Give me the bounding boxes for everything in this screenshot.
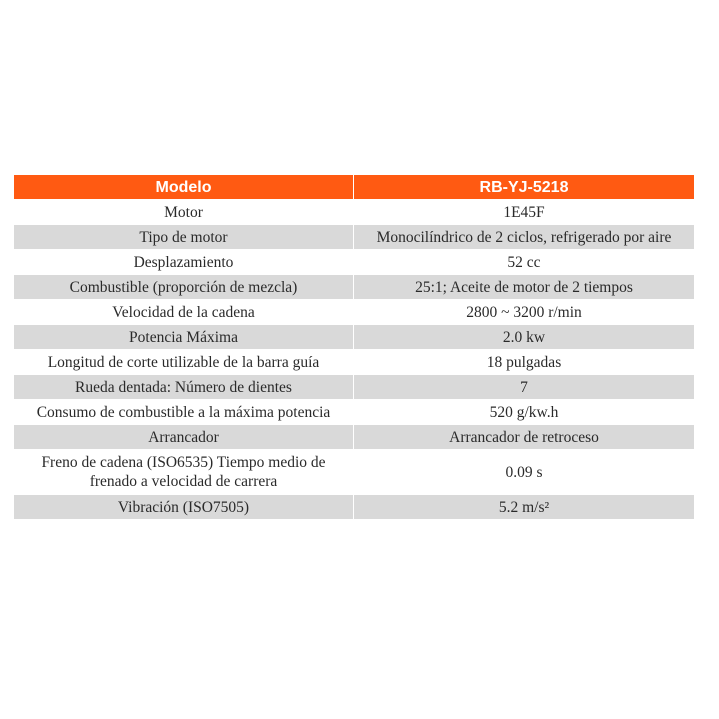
spec-value: 5.2 m/s²: [354, 495, 695, 520]
header-model-value: RB-YJ-5218: [354, 175, 695, 200]
table-row: [14, 450, 695, 495]
header-label-modelo: Modelo: [14, 175, 354, 200]
table-row: [14, 250, 695, 275]
spec-value: 18 pulgadas: [354, 350, 695, 375]
table-row: [14, 375, 695, 400]
table-row: [14, 300, 695, 325]
table-row: [14, 425, 695, 450]
table-row: [14, 400, 695, 425]
spec-label: Arrancador: [14, 425, 354, 450]
spec-label: Tipo de motor: [14, 225, 354, 250]
spec-label: Desplazamiento: [14, 250, 354, 275]
table-row: [14, 225, 695, 250]
table-row: [14, 325, 695, 350]
table-row: [14, 495, 695, 520]
spec-value: Monocilíndrico de 2 ciclos, refrigerado por aire: [354, 225, 695, 250]
spec-value: Arrancador de retroceso: [354, 425, 695, 450]
spec-label: Consumo de combustible a la máxima potencia: [14, 400, 354, 425]
spec-table: [13, 174, 695, 520]
spec-value: 2800 ~ 3200 r/min: [354, 300, 695, 325]
table-row: [14, 350, 695, 375]
spec-label: Velocidad de la cadena: [14, 300, 354, 325]
spec-label: Vibración (ISO7505): [14, 495, 354, 520]
spec-value: 1E45F: [354, 200, 695, 225]
spec-value: 2.0 kw: [354, 325, 695, 350]
table-header-row: [14, 175, 695, 200]
spec-label: Freno de cadena (ISO6535) Tiempo medio de frenado a velocidad de carrera: [14, 450, 354, 495]
table-row: [14, 200, 695, 225]
spec-label: Potencia Máxima: [14, 325, 354, 350]
spec-value: 0.09 s: [354, 450, 695, 495]
spec-label: Combustible (proporción de mezcla): [14, 275, 354, 300]
spec-value: 25:1; Aceite de motor de 2 tiempos: [354, 275, 695, 300]
spec-label: Motor: [14, 200, 354, 225]
spec-label: Rueda dentada: Número de dientes: [14, 375, 354, 400]
spec-value: 7: [354, 375, 695, 400]
table-row: [14, 275, 695, 300]
spec-value: 520 g/kw.h: [354, 400, 695, 425]
spec-label: Longitud de corte utilizable de la barra guía: [14, 350, 354, 375]
spec-value: 52 cc: [354, 250, 695, 275]
